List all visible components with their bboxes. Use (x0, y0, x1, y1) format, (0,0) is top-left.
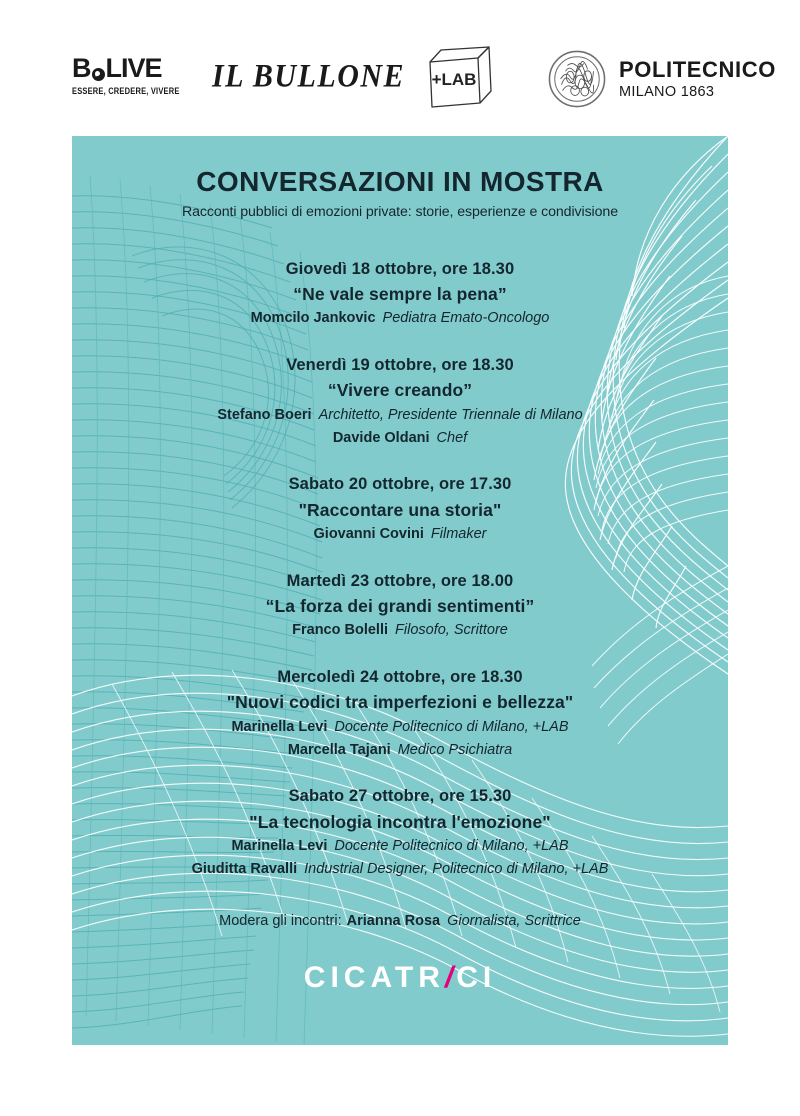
event-title: “Vivere creando” (327, 380, 473, 401)
speaker-role: Pediatra Emato-Oncologo (382, 310, 550, 327)
event-item (72, 258, 728, 330)
event-poster (72, 136, 728, 1045)
speaker-name: Giovanni Covini (313, 526, 424, 542)
event-date: Martedì 23 ottobre, ore 18.00 (286, 571, 514, 590)
speaker-name: Stefano Boeri (217, 406, 312, 423)
event-item (72, 473, 728, 545)
poster-content (72, 136, 728, 1045)
blive-dot-icon (92, 68, 105, 81)
logo-blive (72, 53, 192, 97)
event-list (72, 258, 728, 881)
event-item (72, 785, 728, 880)
event-title: "Raccontare una storia" (298, 499, 502, 520)
moderator-name: Arianna Rosa (346, 913, 441, 930)
blive-tagline: ESSERE, CREDERE, VIVERE (72, 85, 180, 97)
event-title: “La forza dei grandi sentimenti” (265, 596, 535, 617)
speaker-role: Medico Psichiatra (397, 741, 513, 758)
cicatrici-part2: CI (456, 960, 497, 994)
blive-wordmark (72, 55, 192, 82)
lab-cube-icon (420, 44, 498, 114)
speaker-role: Filosofo, Scrittore (395, 622, 508, 639)
cicatrici-part1: CICATR (303, 960, 445, 994)
event-speaker (72, 740, 728, 762)
speaker-name: Marcella Tajani (287, 741, 391, 758)
politecnico-seal-icon (548, 50, 606, 108)
event-item (72, 570, 728, 642)
moderator-label: Modera gli incontri: (219, 913, 342, 930)
partner-logo-bar (0, 0, 800, 136)
logo-il-bullone: IL BULLONE (212, 58, 406, 95)
speaker-name: Giuditta Ravalli (191, 860, 298, 877)
speaker-role: Docente Politecnico di Milano, +LAB (334, 718, 569, 735)
politecnico-subtitle: MILANO 1863 (619, 83, 715, 100)
event-speaker (72, 859, 728, 881)
event-date: Venerdì 19 ottobre, ore 18.30 (286, 356, 514, 375)
speaker-role: Industrial Designer, Politecnico di Milano, +LAB (304, 860, 609, 877)
event-speaker (72, 308, 728, 330)
event-speaker (72, 836, 728, 858)
event-speaker (72, 405, 728, 427)
event-speaker (72, 428, 728, 450)
lab-cube-label: +LAB (431, 70, 477, 89)
moderator-role: Giornalista, Scrittrice (447, 913, 581, 930)
event-date: Giovedì 18 ottobre, ore 18.30 (285, 259, 515, 278)
page-subtitle: Racconti pubblici di emozioni private: storie, esperienze e condivisione (181, 203, 618, 220)
event-date: Mercoledì 24 ottobre, ore 18.30 (277, 668, 523, 687)
logo-plus-lab (420, 44, 498, 114)
event-title: “Ne vale sempre la pena” (293, 284, 507, 305)
speaker-name: Marinella Levi (231, 837, 328, 854)
cicatrici-logo (72, 960, 728, 994)
politecnico-name: POLITECNICO (619, 56, 776, 82)
event-item (72, 354, 728, 449)
cicatrici-slash-icon: / (444, 960, 457, 994)
speaker-name: Marinella Levi (231, 718, 328, 735)
event-speaker (72, 620, 728, 642)
moderator-line (72, 911, 728, 931)
speaker-role: Chef (436, 429, 468, 446)
speaker-role: Architetto, Presidente Triennale di Milano (318, 406, 583, 423)
blive-letter-b: B (72, 53, 91, 83)
event-item (72, 666, 728, 761)
logo-politecnico (548, 50, 776, 108)
event-title: "Nuovi codici tra imperfezioni e bellezza" (226, 692, 574, 713)
speaker-role: Docente Politecnico di Milano, +LAB (334, 837, 569, 854)
page-title: CONVERSAZIONI IN MOSTRA (196, 166, 604, 197)
speaker-role: Filmaker (430, 526, 487, 542)
event-date: Sabato 27 ottobre, ore 15.30 (288, 787, 512, 806)
speaker-name: Franco Bolelli (292, 622, 389, 639)
blive-word-live: LIVE (105, 53, 162, 83)
event-date: Sabato 20 ottobre, ore 17.30 (288, 475, 512, 494)
speaker-name: Momcilo Jankovic (250, 310, 376, 327)
event-speaker (72, 717, 728, 739)
speaker-name: Davide Oldani (332, 429, 430, 446)
event-title: "La tecnologia incontra l'emozione" (249, 811, 551, 832)
event-speaker (72, 524, 728, 546)
